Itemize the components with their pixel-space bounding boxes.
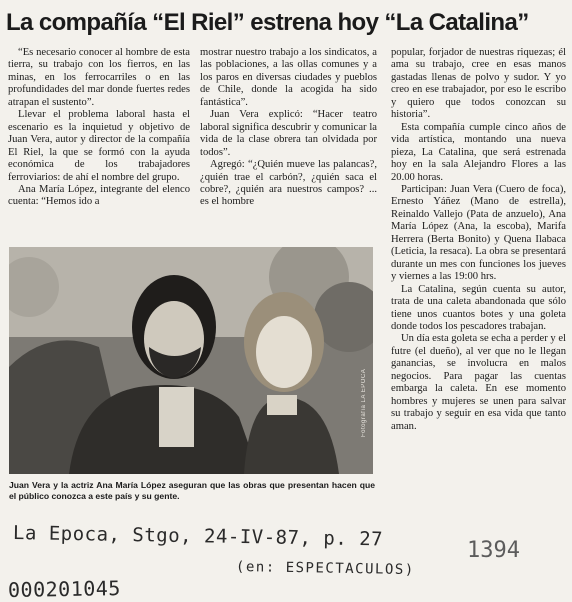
article-column-1 — [8, 47, 190, 209]
paragraph: La Catalina, según cuenta su autor, trata de una caleta abandonada que sólo tiene unos cuantos botes y una goleta donde todos los pescadores trabajan. — [391, 283, 566, 332]
headline: La compañía “El Riel” estrena hoy “La Catalina” — [6, 9, 529, 36]
pencil-number: 1394 — [467, 538, 520, 563]
paragraph: “Es necesario conocer al hombre de esta tierra, su trabajo con los fierros, en las minas, en los ferrocarriles o en las profundidades del mar donde fuertes redes atrapan el sustento”. — [8, 47, 190, 108]
article-column-3 — [391, 47, 566, 433]
paragraph: Llevar el problema laboral hasta el escenario es la inquietud y objetivo de Juan Vera, autor y director de la compañía El Riel, la que se formó con la ayuda económica de los trabajadores ferroviarios: de ahí el nombre del grupo. — [8, 109, 190, 183]
paragraph: mostrar nuestro trabajo a los sindicatos, a las poblaciones, a las ollas comunes y a los paros en diversas ciudades y pueblos de Chile, donde la acogida ha sido fantástica”. — [200, 47, 377, 108]
photo-illustration — [9, 247, 373, 474]
paragraph: Un día esta goleta se echa a perder y el futre (el dueño), al ver que no le llegan ganancias, se involucra en malos negocios. Para pagar las cuentas embarga la caleta. En ese momento hombres y mujeres se unen para salvar su trabajo y seguir en esa vida que tanto aman. — [391, 333, 567, 432]
photo-credit: Fotografía LA EPOCA — [361, 368, 367, 437]
paragraph: Participan: Juan Vera (Cuero de foca), Ernesto Yáñez (Mano de estrella), Reinaldo Vallejo (Pata de anzuelo), Ana María López (Ana, la escoba), Marifa Herrera (Berta Bonito) y Quena Ilabaca (Leticia, la resaca). La obra se presentará durante un mes con funciones los jueves y viernes a las 19:00 hrs. — [391, 183, 566, 283]
handwritten-section-note: (en: ESPECTACULOS) — [235, 559, 415, 579]
paragraph: Juan Vera explicó: “Hacer teatro laboral significa descubrir y comunicar la vida de la clase obrera tan olvidada por todos”. — [200, 109, 377, 158]
news-photo — [9, 247, 373, 474]
article-column-2 — [200, 47, 377, 209]
paragraph: Ana María López, integrante del elenco cuenta: “Hemos ido a — [8, 183, 190, 208]
photo-caption: Juan Vera y la actriz Ana María López aseguran que las obras que presentan hacen que el público conozca a este país y su gente. — [9, 480, 375, 501]
paragraph: Esta compañía cumple cinco años de vida artística, montando una nueva pieza, La Catalina, que será estrenada hoy en la sala Alejandro Flores a las 20.00 horas. — [391, 121, 566, 183]
handwritten-source-note: La Epoca, Stgo, 24-IV-87, p. 27 — [12, 522, 384, 551]
archive-number: 000201045 — [7, 576, 122, 602]
paragraph: Agregó: “¿Quién mueve las palancas?, ¿quién trae el carbón?, ¿quién saca el cobre?, ¿quién ara nuestros campos? ... es el hombre — [200, 159, 377, 208]
paragraph: popular, forjador de nuestras riquezas; él ama su trabajo, cree en esas manos gastadas llenas de polvo y sudor. Y yo creo en ese trabajador, por eso le escribo y quiero que todos conozcan su historia”. — [391, 47, 566, 121]
